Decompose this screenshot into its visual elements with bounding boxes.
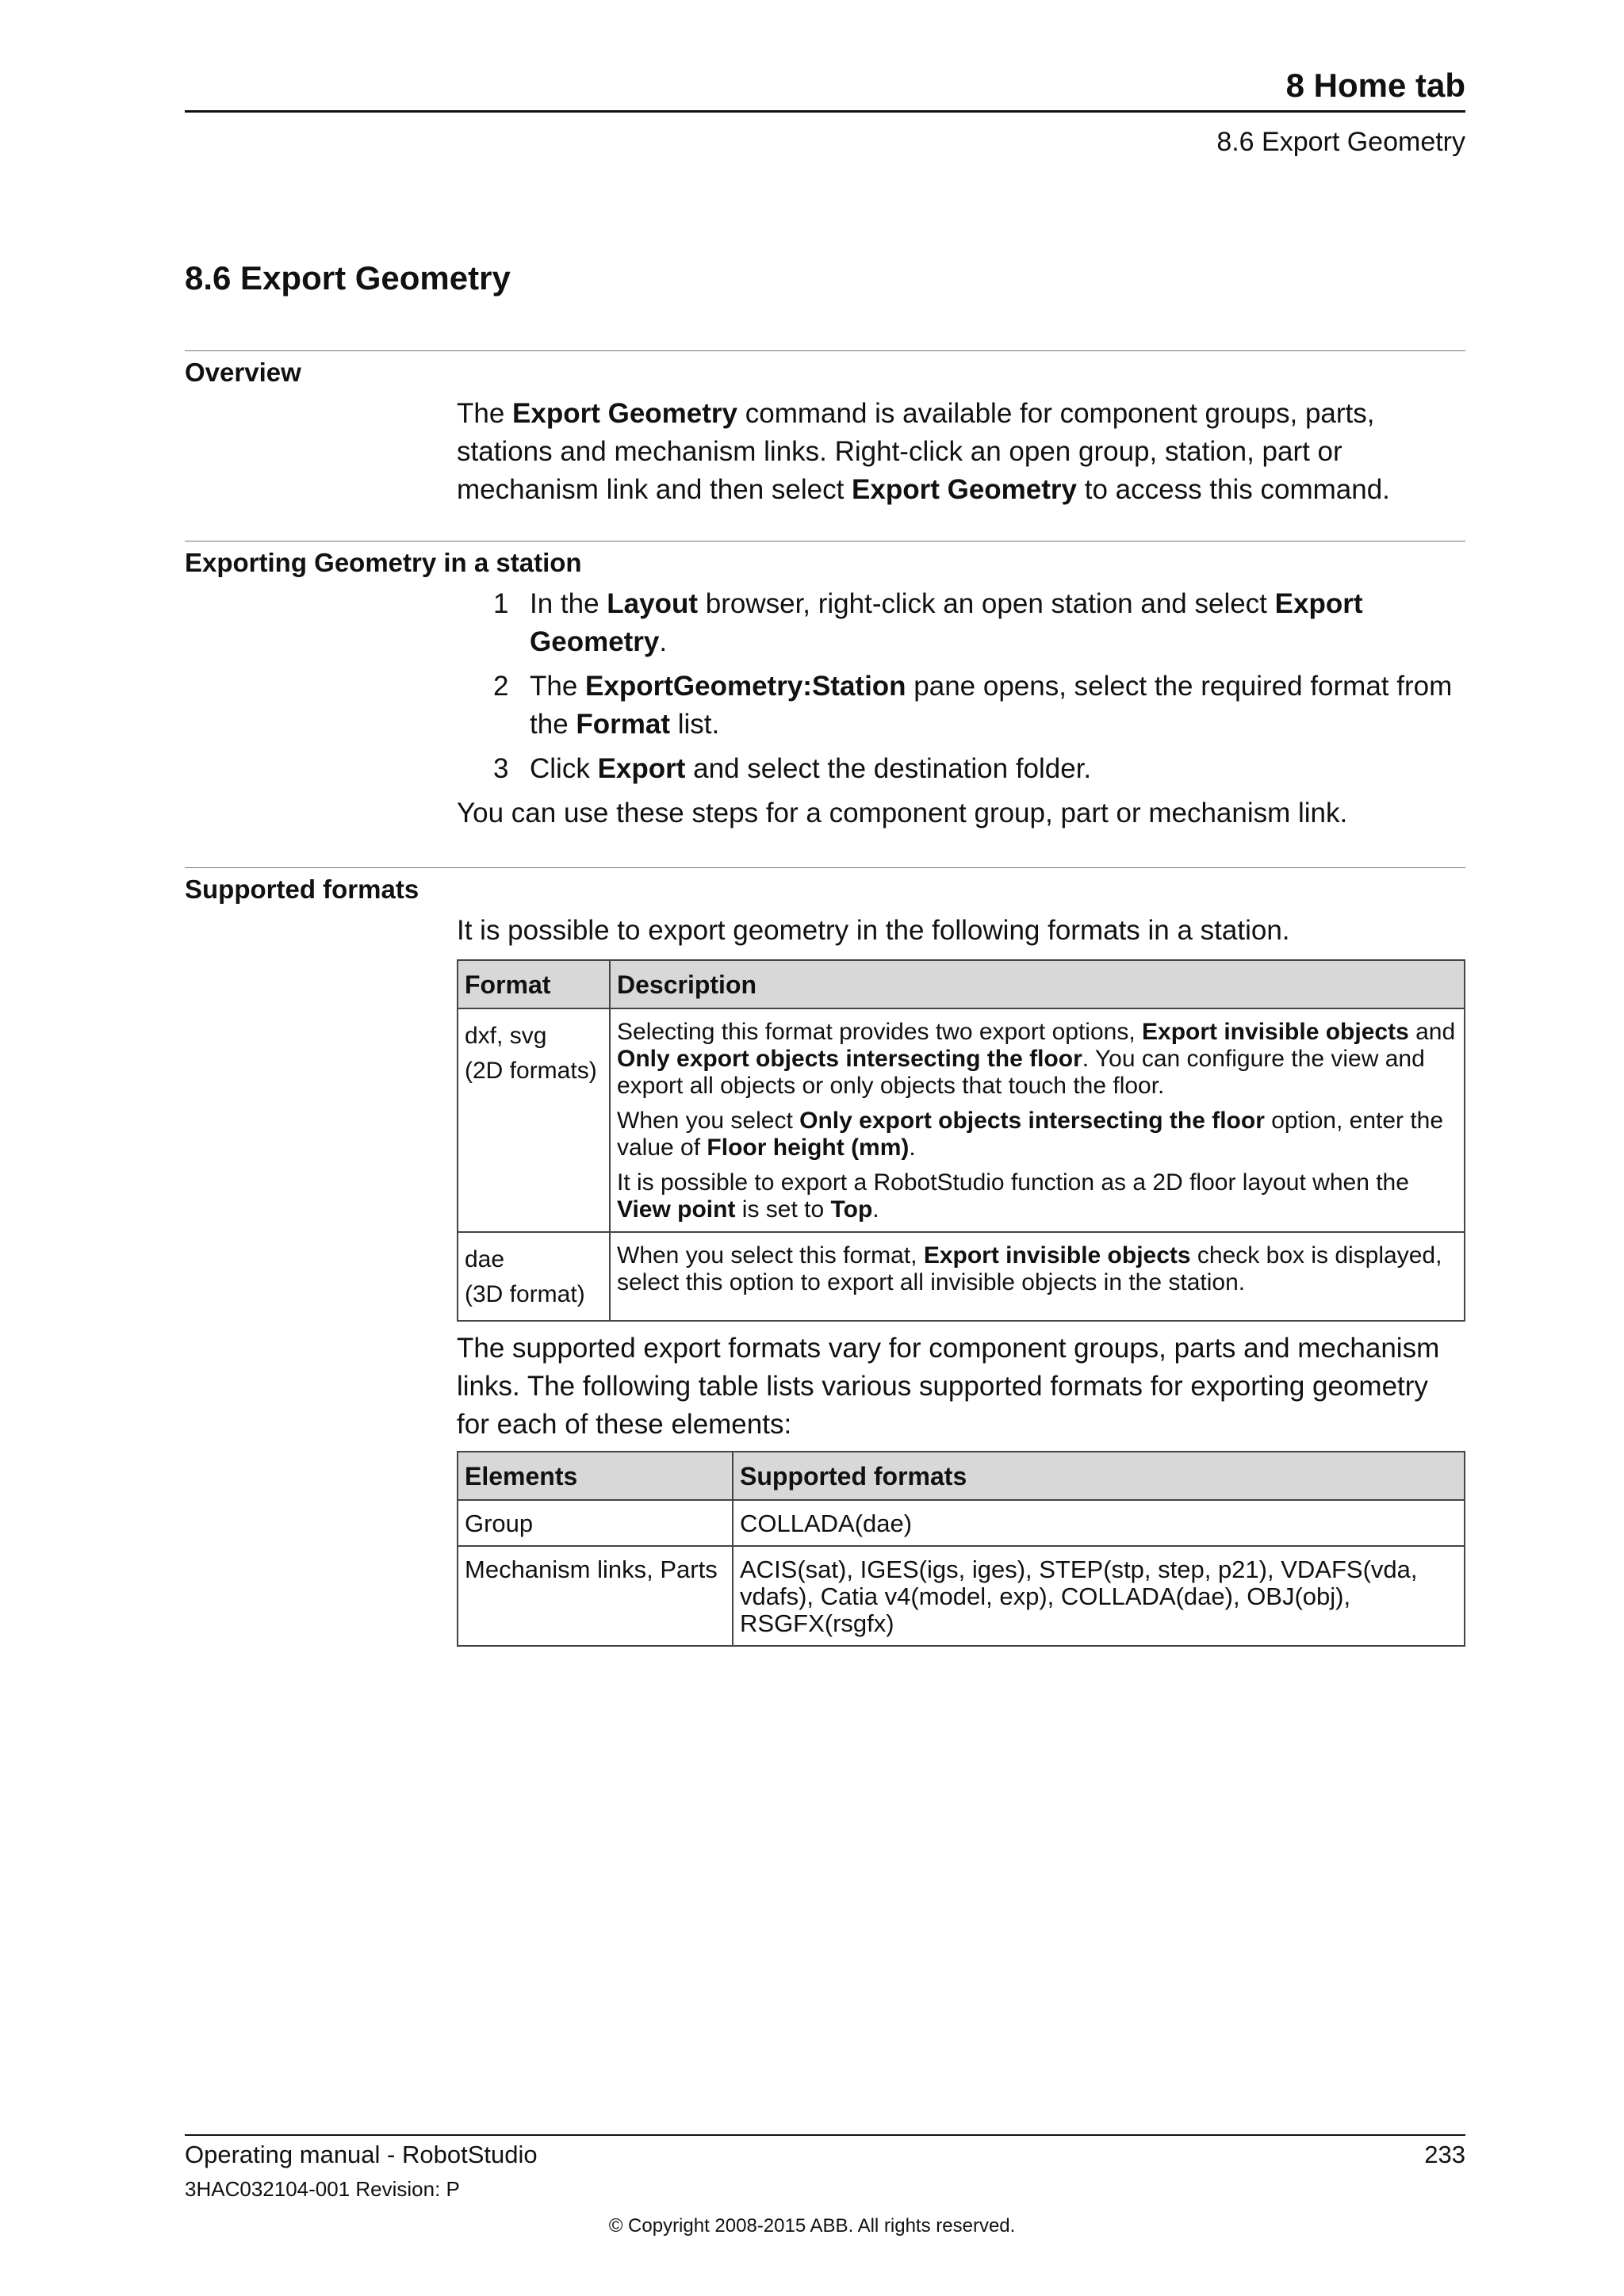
- elements-table: [457, 1451, 1465, 1647]
- table-header-cell: Format: [458, 960, 610, 1008]
- table-row: [458, 1232, 1465, 1321]
- overview-text: The Export Geometry command is available for component groups, parts, stations and mechanism links. Right-click an open group, station, part or mechanism link and then select Export Geometry to access this command.: [457, 398, 1390, 505]
- exporting-heading: Exporting Geometry in a station: [185, 548, 582, 577]
- table-row: [458, 1500, 1465, 1546]
- running-header-chapter: 8 Home tab: [1285, 67, 1465, 104]
- divider-supported: [185, 867, 1465, 868]
- table-row: [458, 1008, 1465, 1232]
- table-header-cell: Elements: [458, 1452, 733, 1500]
- running-header-section: 8.6 Export Geometry: [1216, 127, 1465, 157]
- copyright-notice: © Copyright 2008-2015 ABB. All rights reserved.: [608, 2215, 1016, 2237]
- table-header-row: [458, 1452, 1465, 1500]
- exporting-note: You can use these steps for a component group, part or mechanism link.: [457, 798, 1348, 828]
- divider-overview: [185, 350, 1465, 351]
- table-cell-description: Selecting this format provides two export options, Export invisible objects and Only export objects intersecting the floor. You can configure the view and export all objects or only objects that touch the floor. When you select Only export objects intersecting the floor option, enter the value of Floor height (mm). It is possible to export a RobotStudio function as a 2D floor layout when the View point is set to Top.: [610, 1008, 1465, 1232]
- header-rule: [185, 110, 1465, 113]
- overview-heading: Overview: [185, 358, 301, 387]
- table-cell: ACIS(sat), IGES(igs, iges), STEP(stp, step, p21), VDAFS(vda, vdafs), Catia v4(model, exp), COLLADA(dae), OBJ(obj), RSGFX(rsgfx): [733, 1546, 1465, 1646]
- footer-doc-id: 3HAC032104-001 Revision: P: [185, 2177, 460, 2201]
- supported-para2: The supported export formats vary for component groups, parts and mechanism links. The following table lists various supported formats for exporting geometry for each of these elements:: [457, 1333, 1440, 1440]
- step-item: 1 In the Layout browser, right-click an open station and select Export Geometry.: [493, 588, 1363, 657]
- step-item: 3 Click Export and select the destination folder.: [493, 753, 1092, 784]
- table-cell-format: dae (3D format): [458, 1232, 610, 1321]
- supported-heading: Supported formats: [185, 874, 419, 904]
- table-header-cell: Supported formats: [733, 1452, 1465, 1500]
- footer-rule: [185, 2134, 1465, 2136]
- table-cell-format: dxf, svg (2D formats): [458, 1008, 610, 1232]
- page-number: 233: [1424, 2141, 1465, 2168]
- table-cell: Group: [458, 1500, 733, 1546]
- table-row: [458, 1546, 1465, 1646]
- section-title: 8.6 Export Geometry: [185, 259, 511, 297]
- table-cell: COLLADA(dae): [733, 1500, 1465, 1546]
- step-item: 2 The ExportGeometry:Station pane opens, select the required format from the Format list.: [493, 671, 1453, 740]
- formats-table: [457, 959, 1465, 1322]
- supported-intro: It is possible to export geometry in the following formats in a station.: [457, 915, 1290, 946]
- footer-manual-title: Operating manual - RobotStudio: [185, 2141, 538, 2168]
- table-cell: Mechanism links, Parts: [458, 1546, 733, 1646]
- table-cell-description: When you select this format, Export invisible objects check box is displayed, select this option to export all invisible objects in the station.: [610, 1232, 1465, 1321]
- exporting-steps: [457, 585, 1465, 832]
- table-header-row: [458, 960, 1465, 1008]
- table-header-cell: Description: [610, 960, 1465, 1008]
